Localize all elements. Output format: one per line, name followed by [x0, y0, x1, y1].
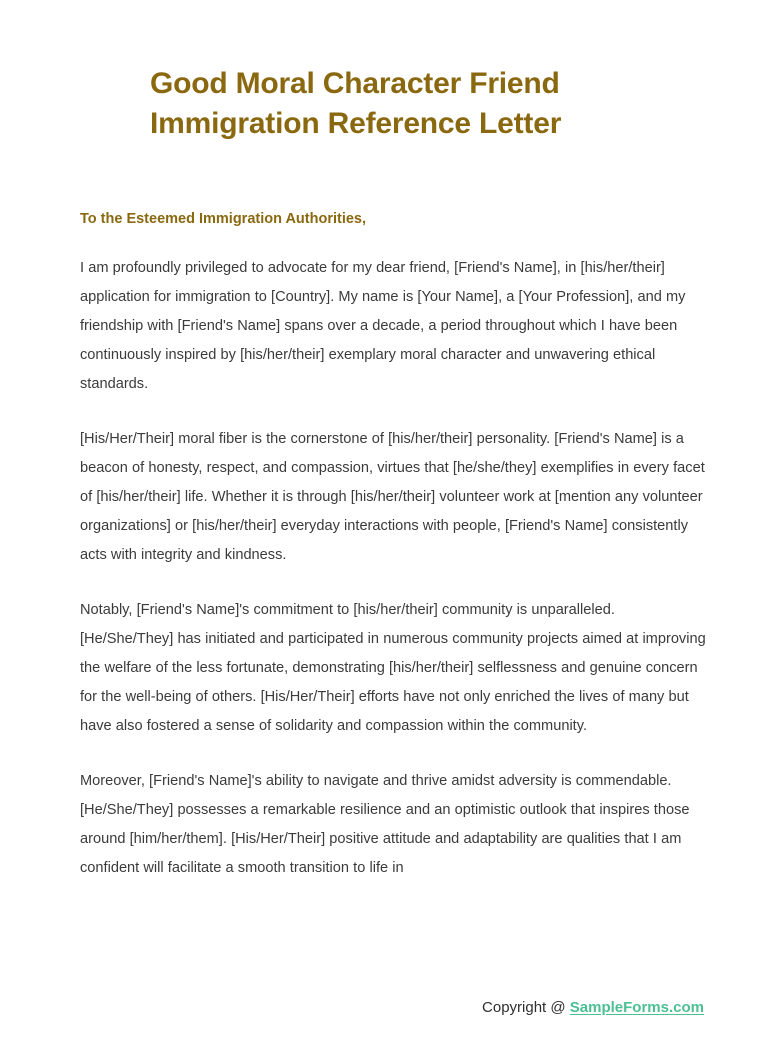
footer: [0, 998, 784, 1018]
letter-body: [80, 208, 706, 883]
letter-paragraph-1: I am profoundly privileged to advocate for my dear friend, [Friend's Name], in [his/her/their] application for immigration to [Country]. My name is [Your Name], a [Your Profession], and my friendship with [Friend's Name] spans over a decade, a period throughout which I have been continuously inspired by [his/her/their] exemplary moral character and unwavering ethical standards.: [80, 260, 686, 392]
sampleforms-link[interactable]: SampleForms.com: [569, 999, 704, 1016]
letter-paragraph-2: [His/Her/Their] moral fiber is the cornerstone of [his/her/their] personality. [Friend's Name] is a beacon of honesty, respect, and compassion, virtues that [he/she/they] exemplifies in every facet of [his/her/their] life. Whether it is through [his/her/their] volunteer work at [mention any volunteer organizations] or [his/her/their] everyday interactions with people, [Friend's Name] consistently acts with integrity and kindness.: [80, 431, 705, 563]
copyright-label: Copyright @: [482, 999, 570, 1016]
letter-paragraph-3: Notably, [Friend's Name]'s commitment to [his/her/their] community is unparalleled. [He/She/They] has initiated and participated in numerous community projects aimed at improving the welfare of the less fortunate, demonstrating [his/her/their] selflessness and genuine concern for the well-being of others. [His/Her/Their] efforts have not only enriched the lives of many but have also fostered a sense of solidarity and compassion within the community.: [80, 602, 706, 734]
letter-paragraph-4: Moreover, [Friend's Name]'s ability to navigate and thrive amidst adversity is commendable. [He/She/They] possesses a remarkable resilience and an optimistic outlook that inspires those around [him/her/them]. [His/Her/Their] positive attitude and adaptability are qualities that I am confident will facilitate a smooth transition to life in: [80, 773, 690, 876]
salutation: To the Esteemed Immigration Authorities,: [80, 211, 367, 227]
page-title: Good Moral Character Friend Immigration Reference Letter: [150, 67, 562, 140]
